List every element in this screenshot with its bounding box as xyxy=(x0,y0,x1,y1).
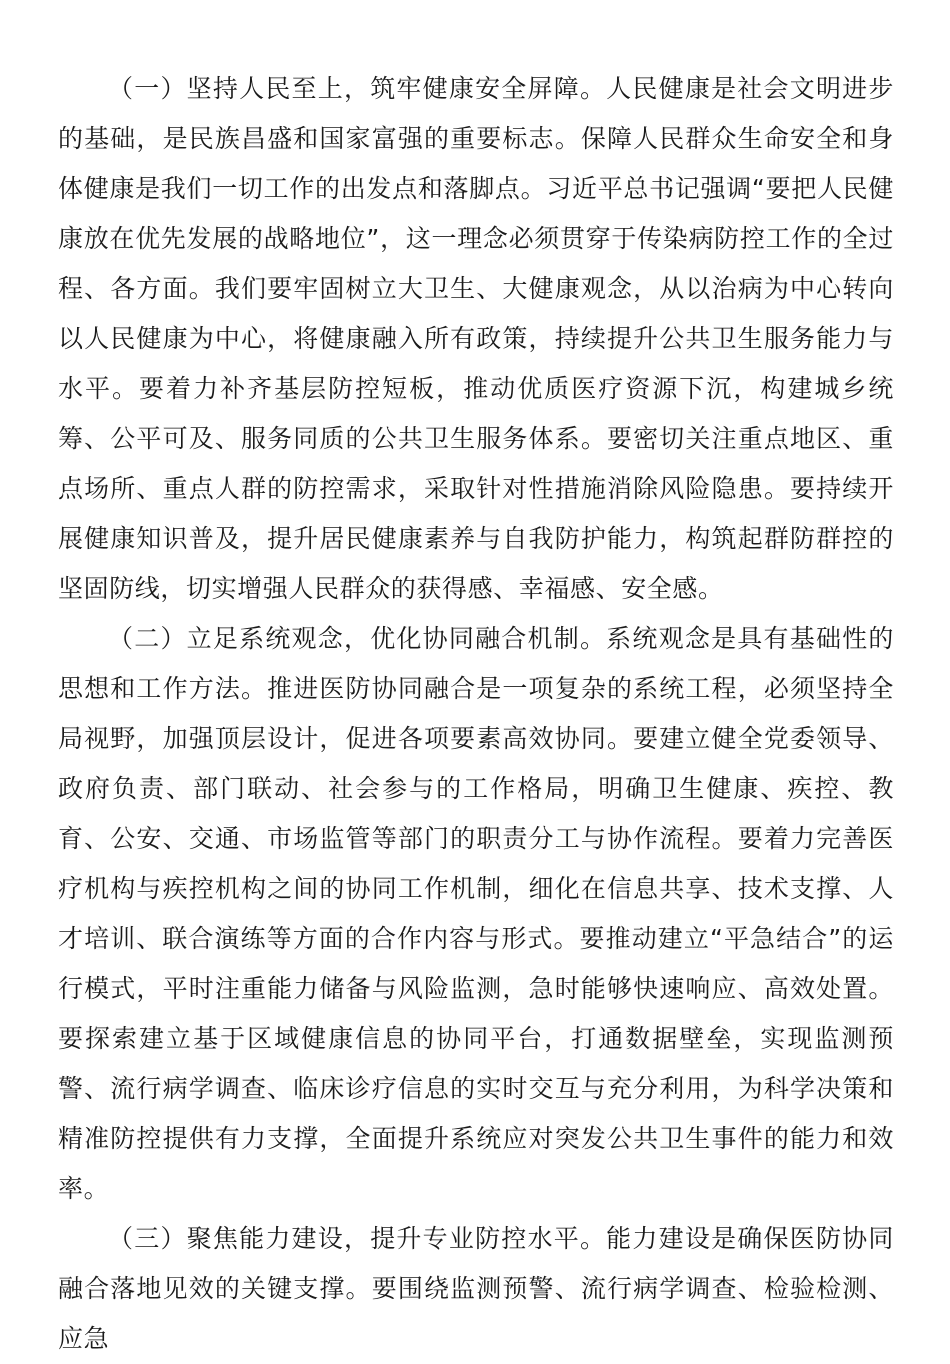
paragraph-1: （一）坚持人民至上，筑牢健康安全屏障。人民健康是社会文明进步的基础，是民族昌盛和国家富强的重要标志。保障人民群众生命安全和身体健康是我们一切工作的出发点和落脚点。习近平总书记强调“要把人民健康放在优先发展的战略地位”，这一理念必须贯穿于传染病防控工作的全过程、各方面。我们要牢固树立大卫生、大健康观念，从以治病为中心转向以人民健康为中心，将健康融入所有政策，持续提升公共卫生服务能力与水平。要着力补齐基层防控短板，推动优质医疗资源下沉，构建城乡统筹、公平可及、服务同质的公共卫生服务体系。要密切关注重点地区、重点场所、重点人群的防控需求，采取针对性措施消除风险隐患。要持续开展健康知识普及，提升居民健康素养与自我防护能力，构筑起群防群控的坚固防线，切实增强人民群众的获得感、幸福感、安全感。 xyxy=(58,74,894,603)
paragraph-3: （三）聚焦能力建设，提升专业防控水平。能力建设是确保医防协同融合落地见效的关键支撑。要围绕监测预警、流行病学调查、检验检测、应急 xyxy=(58,1224,894,1353)
paragraph-2: （二）立足系统观念，优化协同融合机制。系统观念是具有基础性的思想和工作方法。推进医防协同融合是一项复杂的系统工程，必须坚持全局视野，加强顶层设计，促进各项要素高效协同。要建立健全党委领导、政府负责、部门联动、社会参与的工作格局，明确卫生健康、疾控、教育、公安、交通、市场监管等部门的职责分工与协作流程。要着力完善医疗机构与疾控机构之间的协同工作机制，细化在信息共享、技术支撑、人才培训、联合演练等方面的合作内容与形式。要推动建立“平急结合”的运行模式，平时注重能力储备与风险监测，急时能够快速响应、高效处置。要探索建立基于区域健康信息的协同平台，打通数据壁垒，实现监测预警、流行病学调查、临床诊疗信息的实时交互与充分利用，为科学决策和精准防控提供有力支撑，全面提升系统应对突发公共卫生事件的能力和效率。 xyxy=(58,624,894,1203)
document-body xyxy=(58,64,894,1364)
